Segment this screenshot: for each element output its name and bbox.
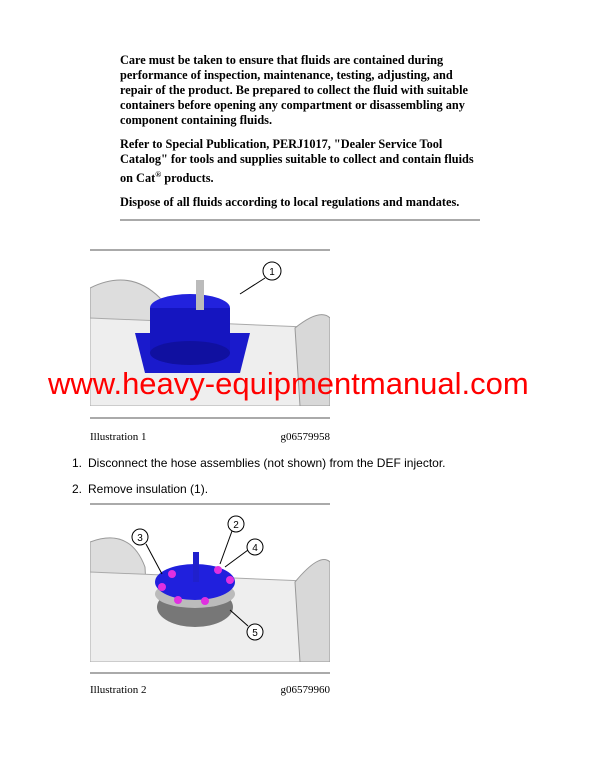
illustration-2-caption xyxy=(90,684,330,696)
caption-label: Illustration 1 xyxy=(90,431,147,443)
step-text: Remove insulation (1). xyxy=(88,482,209,496)
callout-2: 2 xyxy=(233,520,239,531)
step-number: 1. xyxy=(72,456,83,470)
notice-text: products. xyxy=(161,171,214,186)
notice-paragraph-1: Care must be taken to ensure that fluids are contained during performance of inspection, maintenance, testing, adjusting, and repair of the product. Be prepared to collect the fluid with suitable containers before opening any compartment or disassembling any component containing fluids. xyxy=(120,53,468,127)
notice-text: Refer to Special Publication, PERJ1017, "Dealer Service Tool Catalog" for tools and supplies suitable to collect and contain fluids on Cat xyxy=(120,137,474,186)
watermark: www.heavy-equipmentmanual.com xyxy=(48,366,529,401)
callout-5: 5 xyxy=(252,628,258,639)
callout-4: 4 xyxy=(252,543,258,554)
divider xyxy=(90,249,330,251)
notice-paragraph-2 xyxy=(120,137,485,186)
illustration-2-image xyxy=(90,512,330,662)
callout-1: 1 xyxy=(269,267,275,278)
divider xyxy=(90,672,330,674)
step-1 xyxy=(72,456,446,470)
step-2 xyxy=(72,482,208,496)
graphic-code: g06579960 xyxy=(280,684,330,696)
fluid-notice xyxy=(120,53,485,219)
illustration-1-caption xyxy=(90,431,330,443)
graphic-code: g06579958 xyxy=(280,431,330,443)
divider xyxy=(120,219,480,221)
step-number: 2. xyxy=(72,482,83,496)
notice-paragraph-3: Dispose of all fluids according to local regulations and mandates. xyxy=(120,195,460,210)
step-text: Disconnect the hose assemblies (not shown) from the DEF injector. xyxy=(88,456,446,470)
registered-mark: ® xyxy=(155,170,162,179)
caption-label: Illustration 2 xyxy=(90,684,147,696)
divider xyxy=(90,503,330,505)
divider xyxy=(90,417,330,419)
callout-3: 3 xyxy=(137,533,143,544)
